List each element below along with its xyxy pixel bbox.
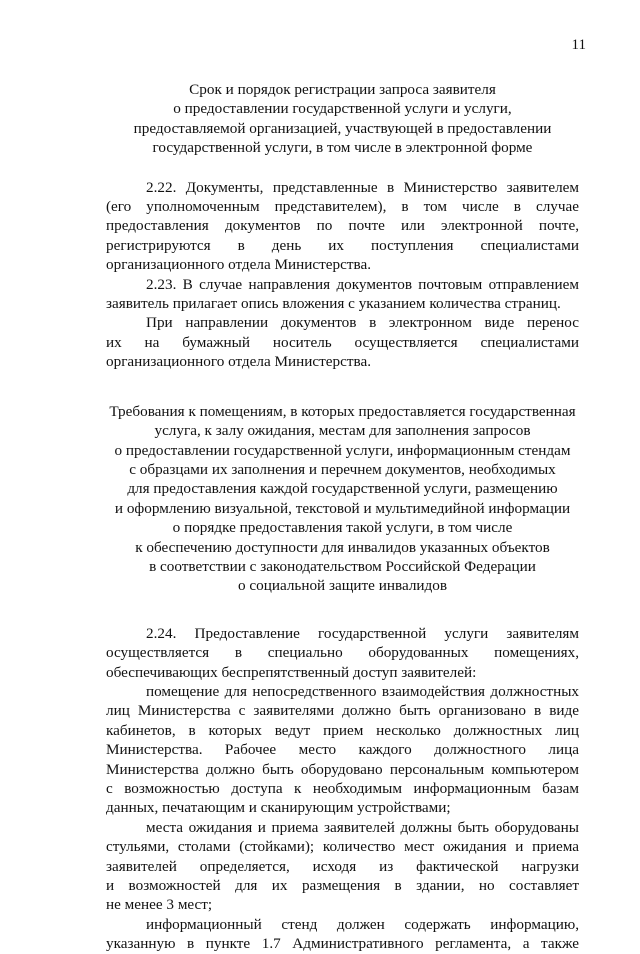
heading-line: для предоставления каждой государственной услуги, размещению	[127, 480, 558, 498]
spacer	[106, 596, 579, 624]
heading-line: о социальной защите инвалидов	[237, 577, 448, 595]
paragraph-2-23	[106, 275, 579, 314]
spacer	[106, 372, 579, 402]
paragraph-premises	[106, 682, 579, 818]
paragraph-2-22	[106, 178, 579, 275]
paragraph-line: регистрируются в день их поступления специалистами	[106, 236, 579, 254]
heading-line: услуга, к залу ожидания, местам для заполнения запросов	[154, 422, 531, 440]
paragraph-line: места ожидания и приема заявителей должны быть оборудованы	[146, 818, 579, 836]
heading-line: с образцами их заполнения и перечнем документов, необходимых	[129, 460, 556, 478]
heading-line: в соответствии с законодательством Российской Федерации	[149, 557, 536, 575]
heading-line: к обеспечению доступности для инвалидов указанных объектов	[135, 538, 550, 556]
heading-line: государственной услуги, в том числе в электронной форме	[152, 139, 533, 157]
paragraph-line: не менее 3 мест;	[106, 896, 213, 914]
paragraph-line: лиц Министерства с заявителями должно быть организовано в виде	[106, 702, 579, 720]
paragraph-line: помещение для непосредственного взаимодействия должностных	[146, 682, 579, 700]
paragraph-line: заявителей определяется, исходя из фактической нагрузки	[106, 857, 579, 875]
paragraph-line: Министерства. Рабочее место каждого должностного лица	[106, 741, 579, 759]
heading-line: и оформлению визуальной, текстовой и мультимедийной информации	[114, 499, 571, 517]
paragraph-line: их на бумажный носитель осуществляется специалистами	[106, 333, 579, 351]
paragraph-line: (его уполномоченным представителем), в том числе в случае	[106, 198, 579, 216]
paragraph-line: Министерства должно быть оборудовано персональным компьютером	[106, 760, 579, 778]
heading-line: Срок и порядок регистрации запроса заявителя	[189, 81, 496, 98]
paragraph-line: организационного отдела Министерства.	[106, 353, 371, 371]
section-heading-premises-requirements	[106, 402, 579, 596]
paragraph-line: 2.22. Документы, представленные в Министерство заявителем	[146, 178, 579, 196]
paragraph-information-stand	[106, 915, 579, 954]
section-heading-registration	[106, 80, 579, 158]
spacer	[106, 158, 579, 178]
paragraph-line: заявитель прилагает опись вложения с указанием количества страниц.	[106, 295, 561, 313]
paragraph-line: кабинетов, в которых ведут прием несколько должностных лиц	[106, 721, 579, 739]
paragraph-line: обеспечивающих беспрепятственный доступ заявителей:	[106, 663, 477, 681]
paragraph-electronic-transfer	[106, 313, 579, 371]
paragraph-line: организационного отдела Министерства.	[106, 256, 371, 274]
paragraph-line: с возможностью доступа к необходимым информационным базам	[106, 780, 579, 797]
paragraph-waiting-areas	[106, 818, 579, 915]
paragraph-line: стульями, столами (стойками); количество мест ожидания и приема	[106, 838, 579, 856]
paragraph-line: предоставления документов по почте или электронной почте,	[106, 217, 579, 235]
paragraph-2-24	[106, 624, 579, 682]
paragraph-line: осуществляется в специально оборудованных помещениях,	[106, 644, 579, 662]
heading-line: Требования к помещениям, в которых предоставляется государственная	[109, 402, 576, 420]
paragraph-line: и возможностей для их размещения в здании, но составляет	[106, 877, 579, 895]
paragraph-line: данных, печатающим и сканирующим устройствами;	[106, 799, 451, 817]
heading-line: о предоставлении государственной услуги, информационным стендам	[114, 441, 571, 459]
page-number: 11	[571, 37, 586, 53]
paragraph-line: 2.23. В случае направления документов почтовым отправлением	[146, 275, 579, 293]
paragraph-line: При направлении документов в электронном виде перенос	[146, 314, 579, 332]
heading-line: предоставляемой организацией, участвующей в предоставлении	[133, 119, 552, 137]
paragraph-line: информационный стенд должен содержать информацию,	[146, 915, 579, 933]
paragraph-line: 2.24. Предоставление государственной услуги заявителям	[146, 624, 579, 642]
paragraph-line: указанную в пункте 1.7 Административного регламента, а также	[106, 935, 579, 953]
heading-line: о порядке предоставления такой услуги, в том числе	[172, 519, 513, 537]
heading-line: о предоставлении государственной услуги и услуги,	[173, 100, 512, 118]
page-content	[106, 80, 579, 954]
